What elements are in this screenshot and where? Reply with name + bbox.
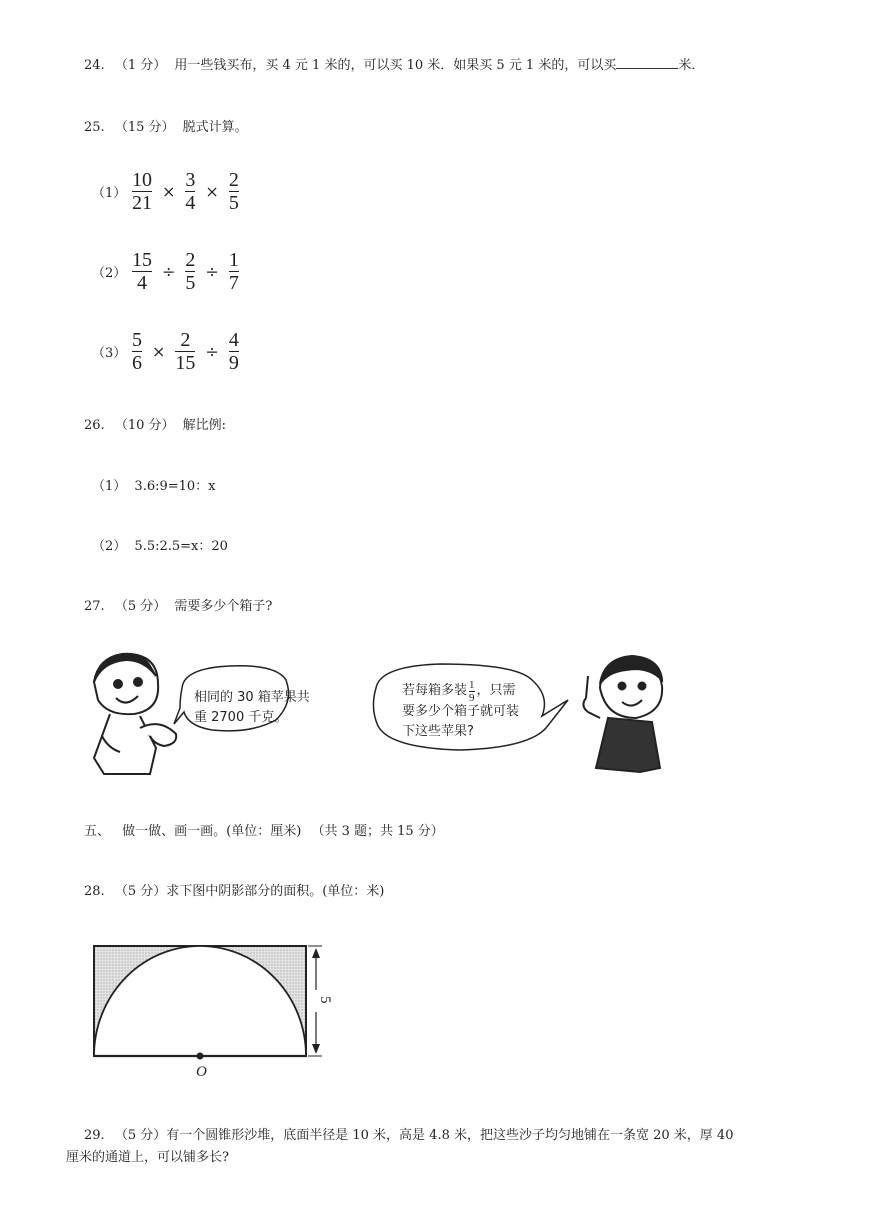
operator: ÷ xyxy=(205,342,219,361)
item-label: （1） xyxy=(92,186,127,201)
boy-right-icon xyxy=(583,656,662,772)
item-label: （2） xyxy=(92,266,127,281)
fraction: $\frac{4}{9}$ xyxy=(228,329,239,374)
item-text: 5.5:2.5=x：20 xyxy=(134,539,228,554)
item-label: （2） xyxy=(92,539,127,554)
question-score: （5 分） xyxy=(114,599,167,614)
answer-blank[interactable] xyxy=(616,56,678,69)
operator: ÷ xyxy=(205,262,219,281)
calc-item-1 xyxy=(92,170,241,213)
q27-illustration xyxy=(80,648,680,780)
question-number: 25. xyxy=(84,120,105,135)
fraction: $\frac{1}{7}$ xyxy=(228,249,239,294)
question-score: （10 分） xyxy=(114,418,175,433)
section-meta: （共 3 题；共 15 分） xyxy=(311,824,444,839)
section-number: 五、 xyxy=(84,824,111,839)
question-24 xyxy=(84,54,704,73)
center-label: O xyxy=(196,1064,207,1080)
calc-item-3 xyxy=(92,330,241,373)
fraction: $\frac{1}{9}$ xyxy=(469,678,475,704)
section-header-5 xyxy=(84,820,444,839)
question-27 xyxy=(84,595,272,614)
operator: × xyxy=(162,182,176,201)
question-number: 27. xyxy=(84,599,105,614)
question-number: 28. xyxy=(84,884,105,899)
question-title: 需要多少个箱子? xyxy=(174,599,273,614)
question-text-end: 米． xyxy=(678,58,705,73)
proportion-item-2 xyxy=(92,535,228,554)
question-29 xyxy=(84,1124,733,1143)
section-title: 做一做、画一画。(单位：厘米) xyxy=(122,824,302,839)
bubble-left-text: 相同的 30 箱苹果共 重 2700 千克。 xyxy=(194,690,310,725)
fraction: $\frac{2}{15}$ xyxy=(175,329,196,374)
proportion-item-1 xyxy=(92,475,216,494)
question-number: 29. xyxy=(84,1128,105,1143)
operator: ÷ xyxy=(162,262,176,281)
question-title: 解比例: xyxy=(182,418,227,433)
item-text: 3.6:9=10：x xyxy=(134,479,216,494)
bubble-right-text: 若每箱多装 $\frac{1}{9}$ ，只需 要多少个箱子就可装 下这些苹果? xyxy=(402,678,520,739)
item-label: （1） xyxy=(92,479,127,494)
question-29-line2 xyxy=(66,1146,229,1165)
fraction: $\frac{10}{21}$ xyxy=(132,169,152,214)
question-title: 求下图中阴影部分的面积。(单位：米) xyxy=(166,884,385,899)
fraction: $\frac{3}{4}$ xyxy=(185,169,196,214)
boy-left-icon xyxy=(94,654,176,774)
question-title: 脱式计算。 xyxy=(182,120,248,135)
calc-item-2 xyxy=(92,250,241,293)
question-score: （5 分） xyxy=(114,1128,167,1143)
center-point xyxy=(197,1053,204,1060)
question-score: （1 分） xyxy=(114,58,167,73)
question-26 xyxy=(84,414,226,433)
dimension-label: 5 xyxy=(317,996,333,1004)
fraction: $\frac{15}{4}$ xyxy=(132,249,152,294)
fraction: $\frac{5}{6}$ xyxy=(132,329,142,374)
fraction: $\frac{2}{5}$ xyxy=(228,169,239,214)
question-text: 有一个圆锥形沙堆，底面半径是 10 米，高是 4.8 米，把这些沙子均匀地铺在一条宽 20 米，厚 40 xyxy=(166,1128,734,1143)
question-score: （5 分） xyxy=(114,884,167,899)
question-text: 用一些钱买布，买 4 元 1 米的，可以买 10 米．如果买 5 元 1 米的，可以买 xyxy=(174,58,617,73)
fraction: $\frac{2}{5}$ xyxy=(185,249,196,294)
operator: × xyxy=(152,342,166,361)
question-text-cont: 厘米的通道上，可以铺多长? xyxy=(66,1150,229,1165)
question-score: （15 分） xyxy=(114,120,175,135)
item-label: （3） xyxy=(92,346,127,361)
question-number: 26. xyxy=(84,418,105,433)
question-28 xyxy=(84,880,384,899)
question-25 xyxy=(84,116,248,135)
question-number: 24. xyxy=(84,58,105,73)
operator: × xyxy=(205,182,219,201)
q28-figure xyxy=(88,940,338,1080)
